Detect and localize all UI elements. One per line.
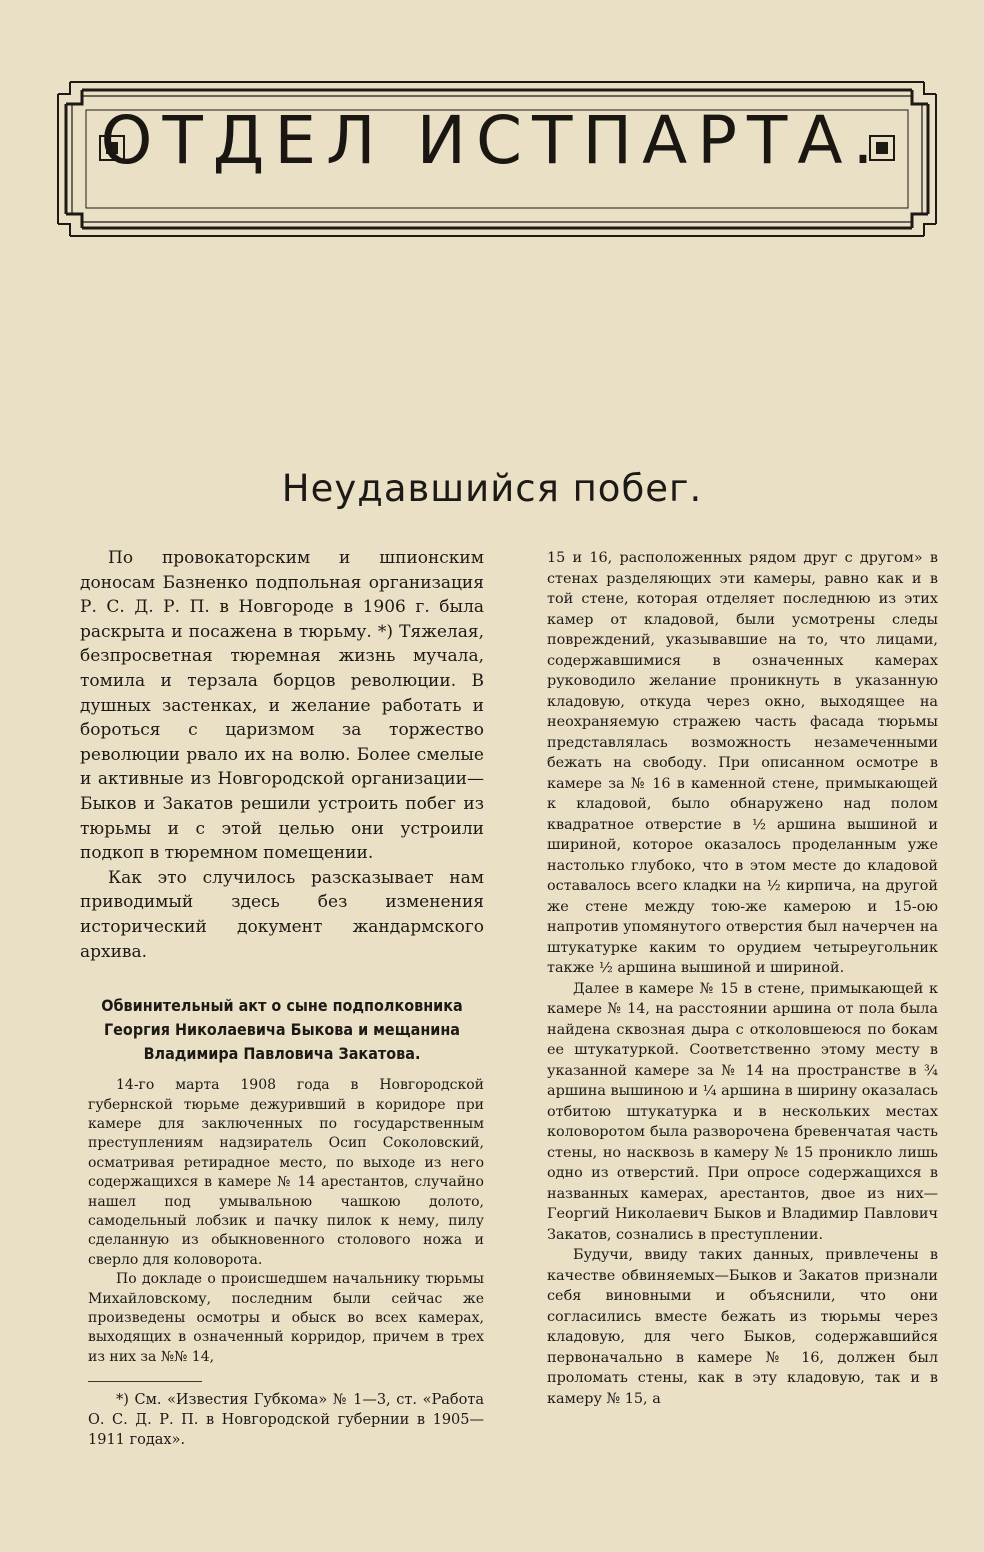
right-column [547,548,938,1409]
indictment-body [88,1076,484,1450]
footnote-divider [88,1381,202,1382]
indictment-heading [80,994,484,1066]
indictment-heading-line: Владимира Павловича Закатова. [143,1044,421,1064]
article-title: Неудавшийся побег. [281,467,703,510]
indictment-paragraph: По докладе о происшедшем начальнику тюрьмы Михайловскому, последним были сейчас же произведены осмотры и обыск во всех камерах, выходящих в означенный корридор, причем в трех из них за №№ 14, [88,1271,484,1365]
right-column-paragraph: Далее в камере № 15 в стене, примыкающей к камере № 14, на расстоянии аршина от пола была найдена сквозная дыра с отколовшеюся по бокам ее штукатуркой. Соответственно этому месту в указанной камере за № 14 на пространстве в ¾ аршина вышиною и ¼ аршина в ширину оказалась отбитою штукатурка и в нескольких местах коловоротом была разворочена бревенчатая часть стены, но насквозь в камеру № 15 проникло лишь одно из отверстий. При опросе содержащихся в названных камерах, арестантов, двое из них—Георгий Николаевич Быков и Владимир Павлович Закатов, сознались в преступлении. [547,980,938,1243]
footnote-text: *) См. «Известия Губкома» № 1—3, ст. «Работа О. С. Д. Р. П. в Новгородской губернии в 1905—1911 годах». [88,1392,484,1449]
intro-paragraph: По провокаторским и шпионским доносам Базненко подпольная организация Р. С. Д. Р. П. в Новгороде в 1906 г. была раскрыта и посажена в тюрьму. *) Тяжелая, безпросветная тюремная жизнь мучала, томила и терзала борцов революции. В душных застенках, и желание работать и бороться с царизмом за торжество революции рвало их на волю. Более смелые и активные из Новгородской организации—Быков и Закатов решили устроить побег из тюрьмы и с этой целью они устроили подкоп в тюремном помещении. [80,548,484,864]
intro-text [80,546,484,964]
intro-paragraph: Как это случилось разсказывает нам приводимый здесь без изменения исторический документ жандармского архива. [80,867,484,962]
indictment-heading-line: Георгия Николаевича Быкова и мещанина [103,1020,461,1040]
right-column-paragraph: 15 и 16, расположенных рядом друг с другом» в стенах разделяющих эти камеры, равно как и в той стене, которая отделяет последнюю из этих камер от кладовой, были усмотрены следы повреждений, указывавшие на то, что лицами, содержавшимися в означенных камерах руководило желание проникнуть в указанную кладовую, откуда через окно, выходящее на неохраняемую стражею часть фасада тюрьмы представлялась возможность незамеченными бежать на свободу. При описанном осмотре в камере за № 16 в каменной стене, примыкающей к кладовой, было обнаружено над полом квадратное отверстие в ½ аршина вышиной и шириной, которое оказалось проделанным уже настолько глубоко, что в этом месте до кладовой оставалось всего кладки на ½ кирпича, на другой же стене между тою-же камерою и 15-ою напротив упомянутого отверстия был начерчен на штукатурке каким то орудием четыреугольник также ½ аршина вышиной и шириной. [547,550,938,976]
right-column-paragraph: Будучи, ввиду таких данных, привлечены в качестве обвиняемых—Быков и Закатов признали себя виновными и объяснили, что они согласились вместе бежать из тюрьмы через кладовую, для чего Быков, содержавшийся первоначально в камере № 16, должен был проломать стены, как в эту кладовую, так и в камеру № 15, а [547,1247,938,1407]
indictment-paragraph: 14-го марта 1908 года в Новгородской губернской тюрьме дежуривший в коридоре при камере для заключенных по государственным преступлениям надзиратель Осип Соколовский, осматривая ретирадное место, по выходе из него содержащихся в камере № 14 арестантов, случайно нашел под умывальною чашкою долото, самодельный лобзик и пачку пилок к нему, пилу сделанную из обыкновенного столового ножа и сверло для коловорота. [88,1077,484,1268]
section-title: ОТДЕЛ ИСТПАРТА. [100,102,884,179]
footnote [88,1390,484,1450]
left-column [80,546,484,1450]
indictment-heading-line: Обвинительный акт о сыне подполковника [101,996,463,1016]
